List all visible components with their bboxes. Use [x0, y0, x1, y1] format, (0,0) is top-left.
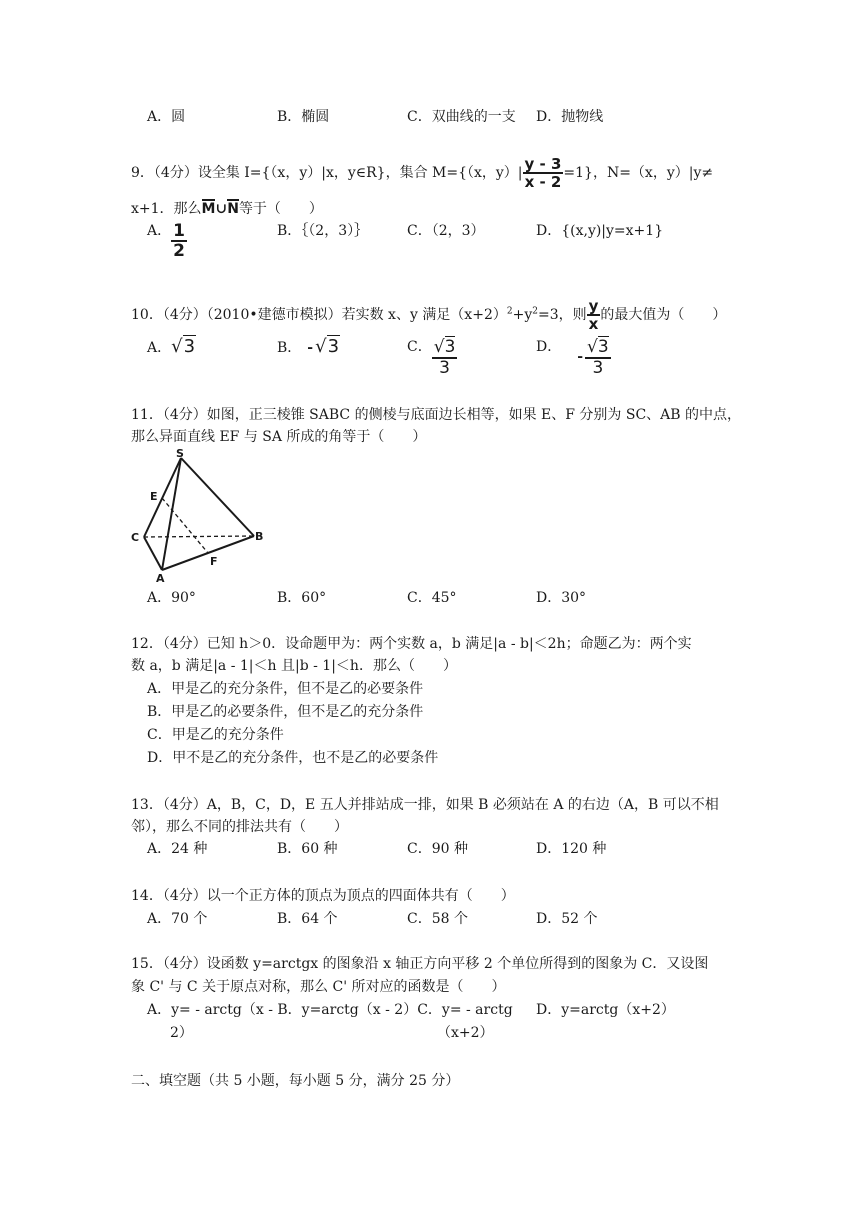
q9-opt-a-frac — [171, 222, 187, 260]
q10-line1 — [131, 298, 726, 332]
q10-option-b — [277, 338, 340, 357]
edge-cb-hidden — [144, 536, 254, 537]
q9-complement-m: M — [201, 201, 216, 217]
q12-option-b: B．甲是乙的必要条件，但不是乙的充分条件 — [147, 704, 424, 720]
q10-frac-num: y — [588, 297, 599, 315]
q10-opt-b-sqrt — [315, 338, 340, 356]
q12-line2: 数 a，b 满足|a - 1|＜h 且|b - 1|＜h．那么（ ） — [131, 658, 457, 674]
q9-fraction — [523, 156, 564, 190]
q12-option-c: C．甲是乙的充分条件 — [147, 727, 284, 743]
q9-line1 — [131, 156, 713, 190]
q13-option-d: D．120 种 — [536, 841, 607, 857]
q9-opt-a-num: 1 — [173, 221, 185, 241]
q11-option-d: D．30° — [536, 590, 587, 606]
q9-frac-den: x - 2 — [524, 173, 562, 191]
q9-option-c: C．（2，3） — [407, 223, 485, 239]
q10-opt-c-num — [432, 338, 458, 359]
q10-opt-d-num — [585, 338, 611, 359]
q14-option-c: C．58 个 — [407, 911, 468, 927]
q13-option-a: A．24 种 — [147, 841, 208, 857]
q10-root-sign: √ — [171, 336, 183, 357]
q15-options-abc: A．y= - arctg（x - B．y=arctg（x - 2）C．y= - arctg — [147, 1002, 513, 1018]
q13-option-c: C．90 种 — [407, 841, 468, 857]
label-s: S — [176, 448, 184, 460]
q11-option-a: A．90° — [147, 590, 196, 606]
q11-line2: 那么异面直线 EF 与 SA 所成的角等于（ ） — [131, 429, 427, 445]
q10-opt-c-frac — [432, 338, 458, 378]
q10-neg-sign: - — [577, 349, 584, 365]
q10-opt-c-den: 3 — [439, 358, 450, 378]
q10-sup-2: 2 — [532, 306, 538, 317]
q10-text-a: 10．（4分）（2010•建德市模拟）若实数 x、y 满足（x+2） — [131, 307, 507, 323]
q10-text-d: 的最大值为（ ） — [600, 307, 727, 323]
q13-option-b: B．60 种 — [277, 841, 338, 857]
q8-option-b: B．椭圆 — [277, 109, 330, 125]
q10-text-c: =3，则 — [537, 307, 587, 323]
q10-opt-a-label: A． — [147, 340, 172, 356]
q10-text-b: +y — [512, 307, 533, 323]
q14-line1: 14．（4分）以一个正方体的顶点为顶点的四面体共有（ ） — [131, 888, 515, 904]
q13-line1: 13．（4分）A，B，C，D，E 五人并排站成一排，如果 B 必须站在 A 的右边（A，B 可以不相 — [131, 797, 719, 813]
q9-option-b: B．｛（2，3）｝ — [277, 223, 369, 239]
q12-line1: 12．（4分）已知 h＞0．设命题甲为：两个实数 a，b 满足|a - b|＜2h；命题乙为：两个实 — [131, 636, 692, 652]
q9-frac-num: y - 3 — [524, 155, 562, 173]
q9-text-d: 等于（ ） — [238, 201, 323, 217]
q10-opt-d-den: 3 — [592, 358, 604, 378]
q10-fraction — [587, 298, 601, 332]
q15-line2: 象 C' 与 C 关于原点对称，那么 C' 所对应的函数是（ ） — [131, 979, 506, 995]
q10-radicand: 3 — [183, 336, 196, 357]
q9-complement-n: N — [227, 201, 239, 217]
q9-option-d: D．{(x,y)|y=x+1} — [536, 223, 664, 239]
q11-option-b: B．60° — [277, 590, 327, 606]
edge-sa — [162, 458, 181, 570]
q10-option-a — [147, 338, 196, 357]
q14-option-b: B．64 个 — [277, 911, 338, 927]
q8-option-a: A．圆 — [147, 109, 186, 125]
q14-option-a: A．70 个 — [147, 911, 208, 927]
q15-option-c-cont: （x+2） — [437, 1025, 494, 1041]
q9-text-c: x+1．那么 — [131, 201, 202, 217]
edge-ca — [144, 537, 162, 570]
q9-text-b: =1}，N=（x，y）|y≠ — [563, 165, 714, 181]
q14-option-d: D．52 个 — [536, 911, 598, 927]
q10-radicand: 3 — [597, 337, 609, 357]
q11-line1: 11．（4分）如图，正三棱锥 SABC 的侧棱与底面边长相等，如果 E、F 分别为 SC、AB 的中点， — [131, 407, 742, 423]
q10-opt-a-sqrt — [171, 338, 196, 356]
q9-text-a: 9．（4分）设全集 I={（x，y）|x，y∈R}，集合 M={（x，y）| — [131, 165, 523, 181]
q10-root-sign: √ — [315, 336, 327, 357]
q10-option-d — [536, 338, 611, 378]
q10-opt-d-label: D． — [536, 339, 562, 355]
q12-option-d: D．甲不是乙的充分条件，也不是乙的必要条件 — [147, 750, 439, 766]
q13-line2: 邻），那么不同的排法共有（ ） — [131, 819, 348, 835]
q8-option-c: C．双曲线的一支 — [407, 109, 516, 125]
q15-option-d: D．y=arctg（x+2） — [536, 1002, 675, 1018]
q9-line2 — [131, 200, 323, 218]
label-c: C — [131, 531, 140, 544]
tetrahedron-figure — [128, 448, 268, 583]
q9-union: ∪ — [215, 201, 228, 217]
q10-opt-d-frac — [585, 338, 611, 378]
edge-sb — [181, 458, 254, 536]
q9-opt-a-label: A． — [147, 223, 172, 239]
label-a: A — [156, 572, 165, 583]
q10-neg-sign: - — [307, 340, 314, 356]
label-b: B — [255, 530, 264, 543]
q10-frac-den: x — [588, 315, 599, 333]
q10-root-sign: √ — [587, 337, 598, 357]
q9-option-a — [147, 222, 187, 260]
q15-line1: 15．（4分）设函数 y=arctgx 的图象沿 x 轴正方向平移 2 个单位所得到的图象为 C．又设图 — [131, 956, 709, 972]
q10-opt-c-label: C． — [407, 339, 432, 355]
q12-option-a: A．甲是乙的充分条件，但不是乙的必要条件 — [147, 681, 424, 697]
q8-option-d: D．抛物线 — [536, 109, 604, 125]
section-2-heading: 二、填空题（共 5 小题，每小题 5 分，满分 25 分） — [131, 1073, 460, 1089]
q10-opt-b-label: B． — [277, 340, 302, 356]
label-e: E — [150, 490, 158, 503]
q10-option-c — [407, 338, 457, 378]
q11-option-c: C．45° — [407, 590, 457, 606]
label-f: F — [210, 555, 218, 568]
q10-sup-1: 2 — [506, 306, 513, 317]
q15-option-a-cont: 2） — [170, 1025, 193, 1041]
q10-root-sign: √ — [433, 337, 445, 357]
q10-radicand: 3 — [444, 337, 456, 357]
q9-opt-a-den: 2 — [173, 241, 185, 261]
q10-radicand: 3 — [327, 336, 340, 357]
